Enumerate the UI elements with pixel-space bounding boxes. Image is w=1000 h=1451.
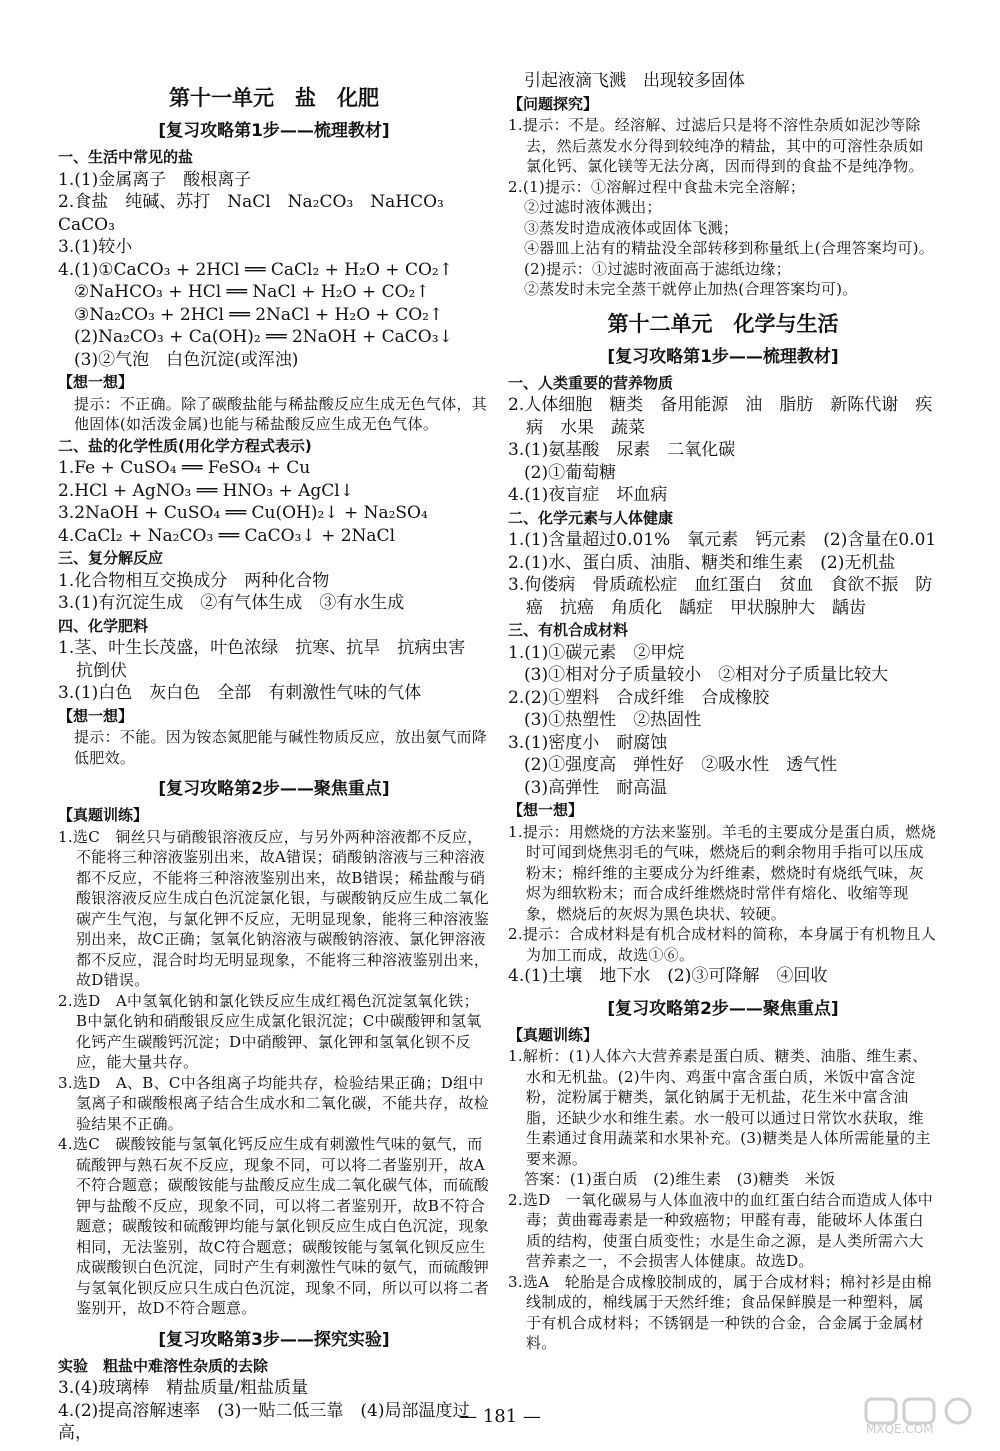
list-item: (3)高弹性 耐高温 xyxy=(524,777,668,798)
list-item: ②蒸发时未完全蒸干就停止加热(合理答案均可)。 xyxy=(524,280,858,298)
step2-banner: [复习攻略第2步——聚焦重点] xyxy=(607,998,839,1019)
list-item: 1.解析：(1)人体六大营养素是蛋白质、糖类、油脂、维生素、水和无机盐。(2)牛肉、鸡蛋中富含蛋白质，米饭中富含淀粉，淀粉属于糖类，氯化钠属于无机盐，花生米中富含油脂，还缺少水和维生素。水一般可以通过日常饮水获取，维生素通过食用蔬菜和水果补充。(3)糖类是人体所需能量的主要来源。 xyxy=(508,1047,931,1168)
list-item: 2.选D 一氧化碳易与人体血液中的血红蛋白结合而造成人体中毒；黄曲霉毒素是一种致癌物；甲醛有毒，能破坏人体蛋白质的结构，使蛋白质变性；水是生命之源，是人类所需六大营养素之一，不会损害人体健康。故选D。 xyxy=(508,1190,934,1270)
list-item: 2.HCl + AgNO₃ ══ HNO₃ + AgCl↓ xyxy=(58,480,354,501)
list-item: 2.选D A中氢氧化钠和氯化铁反应生成红褐色沉淀氢氧化铁；B中氯化钠和硝酸银反应生成氯化银沉淀；C中碳酸钾和氢氧化钙产生碳酸钙沉淀；D中硝酸钾、氯化钾和氢氧化钡不反应，能大量共存。 xyxy=(58,991,482,1071)
list-item: 2.提示：合成材料是有机合成材料的简称，本身属于有机物且人为加工而成，故选①⑥。 xyxy=(508,925,937,964)
list-item: 2.食盐 纯碱、苏打 NaCl Na₂CO₃ NaHCO₃ CaCO₃ xyxy=(58,192,461,235)
list-item: ③Na₂CO₃ + 2HCl ══ 2NaCl + H₂O + CO₂↑ xyxy=(74,304,444,325)
think-text: 提示：不正确。除了碳酸盐能与稀盐酸反应生成无色气体，其他固体(如活泼金属)也能与稀盐酸反应生成无色气体。 xyxy=(74,394,488,433)
list-item: 1.(1)金属离子 酸根离子 xyxy=(58,169,252,190)
list-item: 1.提示：用燃烧的方法来鉴别。羊毛的主要成分是蛋白质，燃烧时可闻到烧焦羽毛的气味，燃烧后的剩余物用手指可以压成粉末；棉纤维的主要成分为纤维素，燃烧时有烧纸气味，灰烬为细软粉末；而合成纤维燃烧时常伴有熔化、收缩等现象，燃烧后的灰烬为黑色块状、较硬。 xyxy=(508,822,937,923)
question-heading: 【问题探究】 xyxy=(508,94,599,113)
s1-list xyxy=(58,169,490,372)
list-item: 1.选C 铜丝只与硝酸银溶液反应，与另外两种溶液都不反应，不能将三种溶液鉴别出来，故A错误；硝酸钠溶液与三种溶液都不反应，不能将三种溶液鉴别出来，故B错误；稀盐酸与硝酸银溶液反应生成白色沉淀氯化银，与碳酸钠反应生成二氧化碳产生气泡，与氯化钾不反应，无明显现象，能将三种溶液鉴别出来，故C正确；氢氧化钠溶液与碳酸钠溶液、氯化钾溶液都不反应，混合时均无明显现象，不能将三种溶液鉴别出来，故D错误。 xyxy=(58,827,490,989)
list-item: 3.2NaOH + CuSO₄ ══ Cu(OH)₂↓ + Na₂SO₄ xyxy=(58,503,428,523)
list-item: ③蒸发时造成液体或固体飞溅； xyxy=(524,218,739,237)
train-heading: 【真题训练】 xyxy=(508,1025,599,1044)
watermark-domain: MXQE.COM xyxy=(866,1422,934,1436)
list-item: 1.Fe + CuSO₄ ══ FeSO₄ + Cu xyxy=(58,458,311,478)
list-item: (3)①热塑性 ②热固性 xyxy=(524,710,702,730)
step1-banner: [复习攻略第1步——梳理教材] xyxy=(607,346,839,367)
step1-banner: [复习攻略第1步——梳理教材] xyxy=(158,121,390,141)
list-item: 3.(1)较小 xyxy=(58,237,133,257)
list-item: 1.(1)①碳元素 ②甲烷 xyxy=(508,642,685,663)
list-item: 2.(1)提示：①溶解过程中食盐未完全溶解； xyxy=(508,177,806,196)
list-item: (2)①强度高 弹性好 ②吸水性 透气性 xyxy=(524,755,838,775)
think-heading: 【想一想】 xyxy=(58,373,134,391)
list-item: 3.(1)密度小 耐腐蚀 xyxy=(508,732,668,753)
right-flow xyxy=(508,70,938,1354)
list-item: 1.提示：不是。经溶解、过滤后只是将不溶性杂质如泥沙等除去，然后蒸发水分得到较纯净的精盐，其中的可溶性杂质如氯化钙、氯化镁等无法分离，因而得到的食盐不是纯净物。 xyxy=(508,116,924,175)
continuation-text: 引起液滴飞溅 出现较多固体 xyxy=(524,71,745,91)
section-heading: 二、化学元素与人体健康 xyxy=(508,508,674,527)
list-item: 2.人体细胞 糖类 备用能源 油 脂肪 新陈代谢 疾病 水果 蔬菜 xyxy=(508,395,933,438)
list-item: 4.选C 碳酸铵能与氢氧化钙反应生成有刺激性气味的氨气，而硫酸钾与熟石灰不反应，现象不同，可以将二者鉴别开，故A不符合题意；碳酸铵能与盐酸反应生成二氧化碳气体，而硫酸钾与盐酸不反应，现象不同，可以将二者鉴别开，故B不符合题意；碳酸铵和硫酸钾均能与氯化钡反应生成白色沉淀，现象相同，无法鉴别，故C符合题意；碳酸铵能与氢氧化钡反应生成碳酸钡白色沉淀，同时产生有刺激性气味的氨气，而硫酸钾与氢氧化钡反应只生成白色沉淀，现象不同，所以可以将二者鉴别开，故D不符合题意。 xyxy=(58,1135,490,1317)
list-item: 3.(1)有沉淀生成 ②有气体生成 ③有水生成 xyxy=(58,593,405,613)
think-heading: 【想一想】 xyxy=(58,706,134,725)
unit-12-title: 第十二单元 化学与生活 xyxy=(607,311,839,336)
section-heading: 一、生活中常见的盐 xyxy=(58,148,194,166)
section-heading: 三、复分解反应 xyxy=(58,549,164,567)
list-item: ②过滤时液体溅出； xyxy=(524,198,662,216)
left-flow xyxy=(58,80,490,1445)
list-item: 4.(1)土壤 地下水 (2)③可降解 ④回收 xyxy=(508,966,828,986)
list-item: 3.(4)玻璃棒 精盐质量/粗盐质量 xyxy=(58,1378,309,1398)
list-item: (3)①相对分子质量较小 ②相对分子质量比较大 xyxy=(524,665,889,685)
list-item: 3.选D A、B、C中各组离子均能共存，检验结果正确；D组中氢离子和碳酸根离子结合生成水和二氧化碳，不能共存，故检验结果不正确。 xyxy=(58,1073,490,1133)
page-number: — 181 — xyxy=(459,1406,541,1427)
list-item: 3.选A 轮胎是合成橡胶制成的，属于合成材料；棉衬衫是由棉线制成的，棉线属于天然纤维；食品保鲜膜是一种塑料，属于有机合成材料；不锈钢是一种铁的合金，合金属于金属材料。 xyxy=(508,1272,932,1352)
train-heading: 【真题训练】 xyxy=(58,806,149,824)
list-item: (2)提示：①过滤时液面高于滤纸边缘； xyxy=(524,259,791,278)
think-heading: 【想一想】 xyxy=(508,801,584,819)
list-item: 4.CaCl₂ + Na₂CO₃ ══ CaCO₃↓ + 2NaCl xyxy=(58,525,396,546)
unit-11-title: 第十一单元 盐 化肥 xyxy=(169,86,379,110)
step3-banner: [复习攻略第3步——探究实验] xyxy=(158,1329,390,1350)
list-item: 1.化合物相互交换成分 两种化合物 xyxy=(58,570,330,591)
section-heading: 二、盐的化学性质(用化学方程式表示) xyxy=(58,436,312,455)
step2-banner: [复习攻略第2步——聚焦重点] xyxy=(158,779,390,799)
list-item: (2)①葡萄糖 xyxy=(524,462,617,483)
list-item: 1.茎、叶生长茂盛，叶色浓绿 抗寒、抗旱 抗病虫害 抗倒伏 xyxy=(58,638,483,681)
list-item: 2.(1)水、蛋白质、油脂、糖类和维生素 (2)无机盐 xyxy=(508,552,896,573)
answer-line: 答案：(1)蛋白质 (2)维生素 (3)糖类 米饭 xyxy=(524,1170,836,1188)
list-item: 1.(1)含量超过0.01% 氧元素 钙元素 (2)含量在0.01 xyxy=(508,530,937,550)
think-text: 提示：不能。因为铵态氮肥能与碱性物质反应，放出氨气而降低肥效。 xyxy=(74,728,488,767)
list-item: (3)②气泡 白色沉淀(或浑浊) xyxy=(74,349,299,370)
list-item: 2.(2)①塑料 合成纤维 合成橡胶 xyxy=(508,687,770,708)
list-item: 3.(1)白色 灰白色 全部 有刺激性气味的气体 xyxy=(58,683,422,703)
section-heading: 四、化学肥料 xyxy=(58,616,149,635)
list-item: 4.(1)①CaCO₃ + 2HCl ══ CaCl₂ + H₂O + CO₂↑ xyxy=(58,259,453,280)
list-item: ④器皿上沾有的精盐没全部转移到称量纸上(合理答案均可)。 xyxy=(524,239,935,257)
list-item: 3.(1)氨基酸 尿素 二氧化碳 xyxy=(508,440,736,460)
section-heading: 一、人类重要的营养物质 xyxy=(508,373,674,392)
section-heading: 三、有机合成材料 xyxy=(508,621,629,639)
watermark-logo xyxy=(862,1396,980,1444)
list-item: ②NaHCO₃ + HCl ══ NaCl + H₂O + CO₂↑ xyxy=(74,282,430,302)
list-item: 4.(1)夜盲症 坏血病 xyxy=(508,485,668,505)
list-item: 4.(2)提高溶解速率 (3)一贴二低三靠 (4)局部温度过高， xyxy=(58,1400,470,1443)
list-item: 3.佝偻病 骨质疏松症 血红蛋白 贫血 食欲不振 防癌 抗癌 角质化 龋症 甲状腺肿大 龋齿 xyxy=(508,575,933,618)
list-item: (2)Na₂CO₃ + Ca(OH)₂ ══ 2NaOH + CaCO₃↓ xyxy=(74,327,453,347)
s2-list xyxy=(58,457,490,547)
experiment-heading: 实验 粗盐中难溶性杂质的去除 xyxy=(58,1356,269,1375)
